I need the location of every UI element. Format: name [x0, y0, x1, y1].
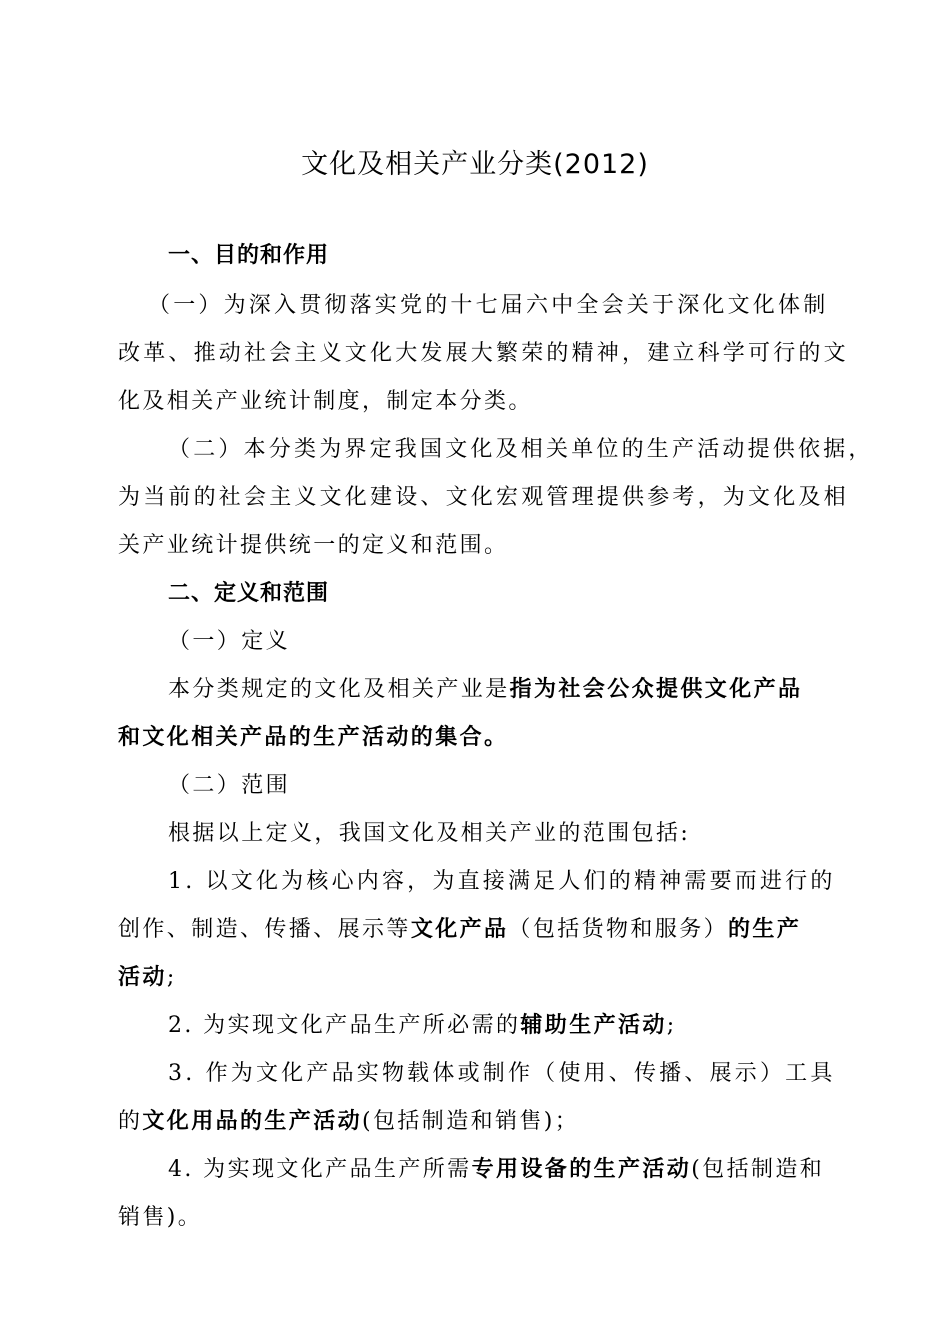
- definition-line-2: [118, 718, 838, 758]
- definition-bold: 指为社会公众提供文化产品: [509, 677, 803, 702]
- paragraph-1-line-1: （一）为深入贯彻落实党的十七届六中全会关于深化文化体制: [148, 293, 829, 318]
- item-4-text: 4. 为实现文化产品生产所需: [168, 1157, 472, 1182]
- item-1-line-3: [118, 958, 838, 998]
- paragraph-2-line-1: （二）本分类为界定我国文化及相关单位的生产活动提供依据，: [168, 437, 874, 462]
- item-1-line-1: 1. 以文化为核心内容，为直接满足人们的精神需要而进行的: [168, 869, 836, 894]
- item-4-line-1: [168, 1150, 888, 1190]
- item-4-line-2: 销售)。: [118, 1205, 203, 1230]
- scope-intro: 根据以上定义，我国文化及相关产业的范围包括:: [168, 821, 691, 846]
- item-2-semicolon: ;: [666, 1013, 677, 1038]
- section-heading-2: 二、定义和范围: [168, 581, 330, 606]
- item-1-paren: （包括货物和服务）: [508, 917, 729, 942]
- paragraph-2-line-3: 关产业统计提供统一的定义和范围。: [118, 533, 509, 558]
- document-title: 文化及相关产业分类(2012): [301, 149, 649, 180]
- item-2-bold: 辅助生产活动: [520, 1013, 667, 1038]
- paragraph-1-line-3: 化及相关产业统计制度，制定本分类。: [118, 389, 533, 414]
- item-1-bold-cultural-products: 文化产品: [410, 917, 509, 942]
- definition-bold-continued: 和文化相关产品的生产活动的集合。: [118, 725, 509, 750]
- item-3-bold: 文化用品的生产活动: [142, 1109, 363, 1134]
- item-1-bold-production: 的生产: [728, 917, 802, 942]
- item-4-paren: (包括制造和: [691, 1157, 825, 1182]
- item-4-bold: 专用设备的生产活动: [471, 1157, 692, 1182]
- paragraph-1-line-2: 改革、推动社会主义文化大发展大繁荣的精神，建立科学可行的文: [118, 341, 849, 366]
- item-1-semicolon: ;: [166, 965, 177, 990]
- definition-text: 本分类规定的文化及相关产业是: [168, 677, 510, 702]
- item-3-line-2: [118, 1102, 838, 1142]
- item-3-line-1: 3. 作为文化产品实物载体或制作（使用、传播、展示）工具: [168, 1061, 836, 1086]
- item-3-text: 的: [118, 1109, 143, 1134]
- item-1-line-2: [118, 910, 838, 950]
- item-2-text: 2. 为实现文化产品生产所必需的: [168, 1013, 521, 1038]
- subheading-scope: （二）范围: [168, 773, 291, 798]
- item-3-paren: (包括制造和销售)；: [362, 1109, 580, 1134]
- paragraph-2-line-2: 为当前的社会主义文化建设、文化宏观管理提供参考，为文化及相: [118, 485, 849, 510]
- section-heading-1: 一、目的和作用: [168, 243, 330, 268]
- item-2-line-1: [168, 1006, 888, 1046]
- item-1-text: 创作、制造、传播、展示等: [118, 917, 411, 942]
- item-1-bold-activity: 活动: [118, 965, 167, 990]
- definition-line-1: [168, 670, 888, 710]
- subheading-definition: （一）定义: [168, 629, 291, 654]
